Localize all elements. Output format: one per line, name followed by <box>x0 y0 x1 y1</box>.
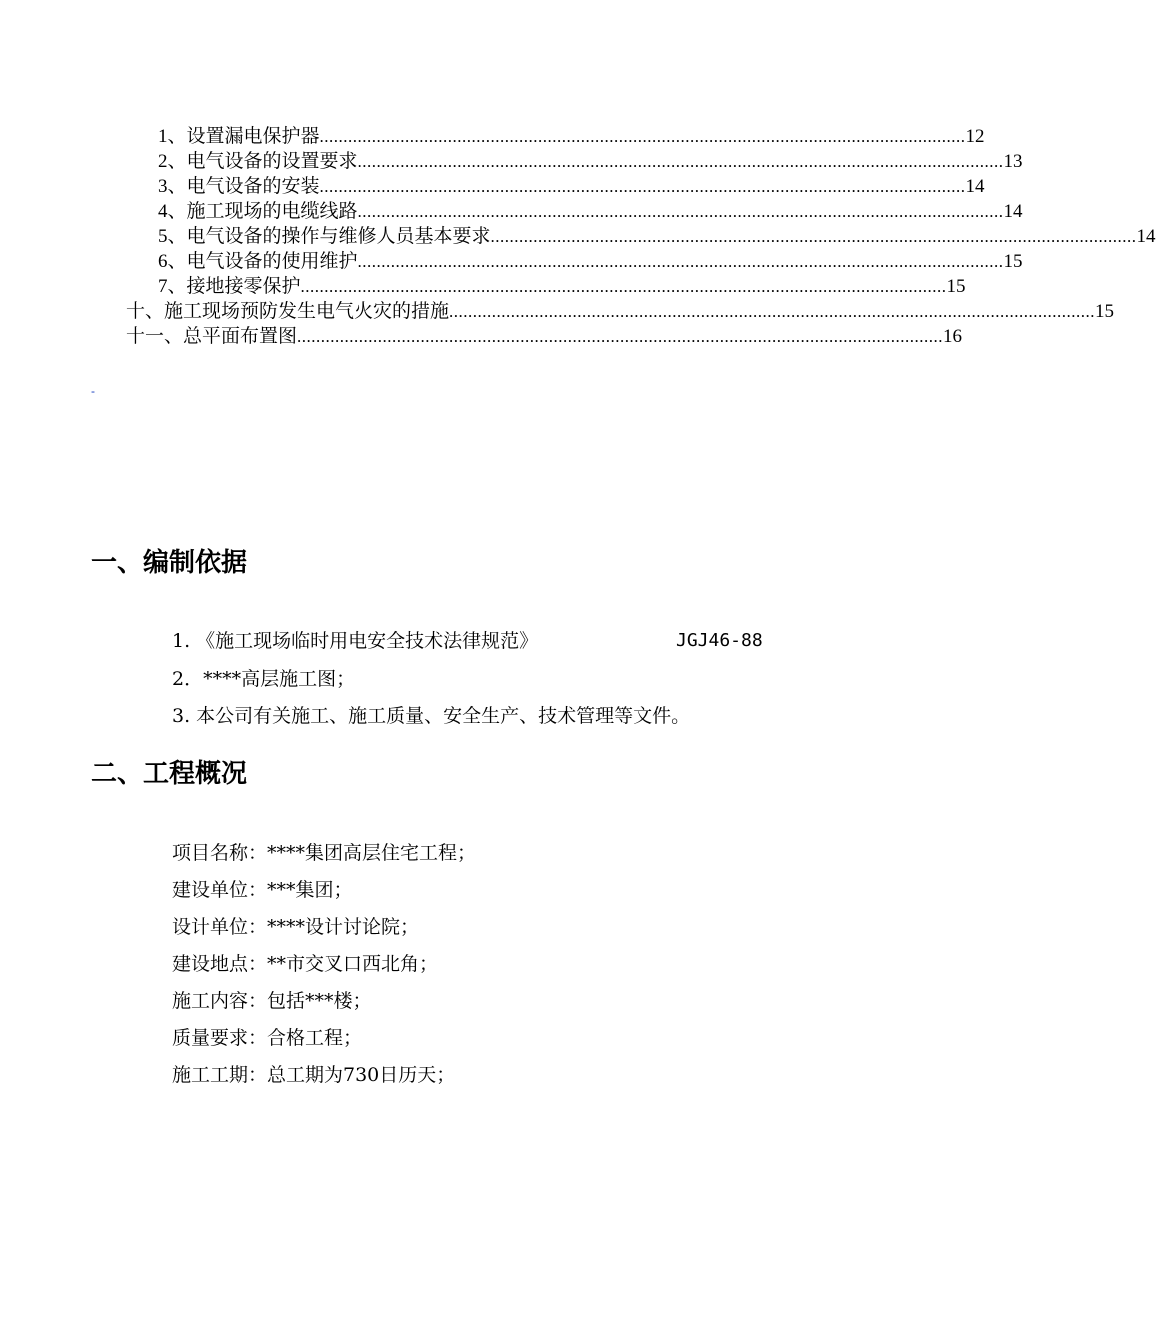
overview-item: 建设单位：***集团； <box>172 879 353 901</box>
overview-item: 建设地点：**市交叉口西北角； <box>172 953 439 975</box>
toc-entry[interactable] <box>158 199 1023 224</box>
toc-leader-dots: ........................................................................................................................................ <box>319 127 966 146</box>
overview-item: 项目名称：****集团高层住宅工程； <box>172 842 477 864</box>
basis-item: 2．****高层施工图； <box>172 668 356 690</box>
toc-entry[interactable] <box>158 149 1023 174</box>
overview-item: 设计单位：****设计讨论院； <box>172 916 420 938</box>
toc-entry[interactable] <box>126 299 1115 324</box>
toc-leader-dots: ........................................................................................................................................ <box>319 177 966 196</box>
toc-entry[interactable] <box>126 324 963 349</box>
toc-leader-dots: ........................................................................................................................................ <box>297 327 944 346</box>
toc-entry[interactable] <box>158 174 985 199</box>
toc-leader-dots: ........................................................................................................................................ <box>300 277 947 296</box>
toc-entry-title: 3、电气设备的安装 <box>158 176 320 197</box>
basis-item: 3. 本公司有关施工、施工质量、安全生产、技术管理等文件。 <box>172 705 691 727</box>
toc-entry-page: 14 <box>1003 201 1023 222</box>
toc-leader-dots: ........................................................................................................................................ <box>490 227 1137 246</box>
overview-item: 施工内容：包括***楼； <box>172 990 372 1012</box>
toc-entry-page: 12 <box>965 126 985 147</box>
toc-leader-dots: ........................................................................................................................................ <box>449 302 1096 321</box>
toc-leader-dots: ........................................................................................................................................ <box>357 152 1004 171</box>
basis-item-text: 1. 《施工现场临时用电安全技术法律规范》 <box>172 630 539 652</box>
toc-entry-title: 5、电气设备的操作与维修人员基本要求 <box>158 226 491 247</box>
section-heading-basis: 一、编制依据 <box>91 548 248 578</box>
basis-item <box>172 628 538 654</box>
toc-entry-title: 十一、总平面布置图 <box>126 326 298 347</box>
toc-entry-title: 4、施工现场的电缆线路 <box>158 201 358 222</box>
toc-entry-title: 7、接地接零保护 <box>158 276 301 297</box>
toc-entry-page: 15 <box>946 276 966 297</box>
toc-entry-title: 1、设置漏电保护器 <box>158 126 320 147</box>
toc-entry-title: 6、电气设备的使用维护 <box>158 251 358 272</box>
toc-entry[interactable] <box>158 274 966 299</box>
toc-entry-title: 2、电气设备的设置要求 <box>158 151 358 172</box>
overview-item: 施工工期：总工期为730日历天； <box>172 1064 456 1086</box>
toc-entry[interactable] <box>158 224 1156 249</box>
toc-entry-title: 十、施工现场预防发生电气火灾的措施 <box>126 301 450 322</box>
toc-entry-page: 15 <box>1003 251 1023 272</box>
toc-entry[interactable] <box>158 249 1023 274</box>
toc-entry-page: 14 <box>965 176 985 197</box>
standard-code: JGJ46-88 <box>676 630 763 651</box>
toc-leader-dots: ........................................................................................................................................ <box>357 252 1004 271</box>
toc-entry-page: 16 <box>943 326 963 347</box>
toc-leader-dots: ........................................................................................................................................ <box>357 202 1004 221</box>
toc-entry-page: 13 <box>1003 151 1023 172</box>
hyperlink-marker[interactable]: - <box>91 384 95 398</box>
overview-item: 质量要求：合格工程； <box>172 1027 363 1049</box>
toc-entry-page: 14 <box>1136 226 1156 247</box>
section-heading-overview: 二、工程概况 <box>91 759 248 789</box>
toc-entry[interactable] <box>158 124 985 149</box>
toc-entry-page: 15 <box>1095 301 1115 322</box>
